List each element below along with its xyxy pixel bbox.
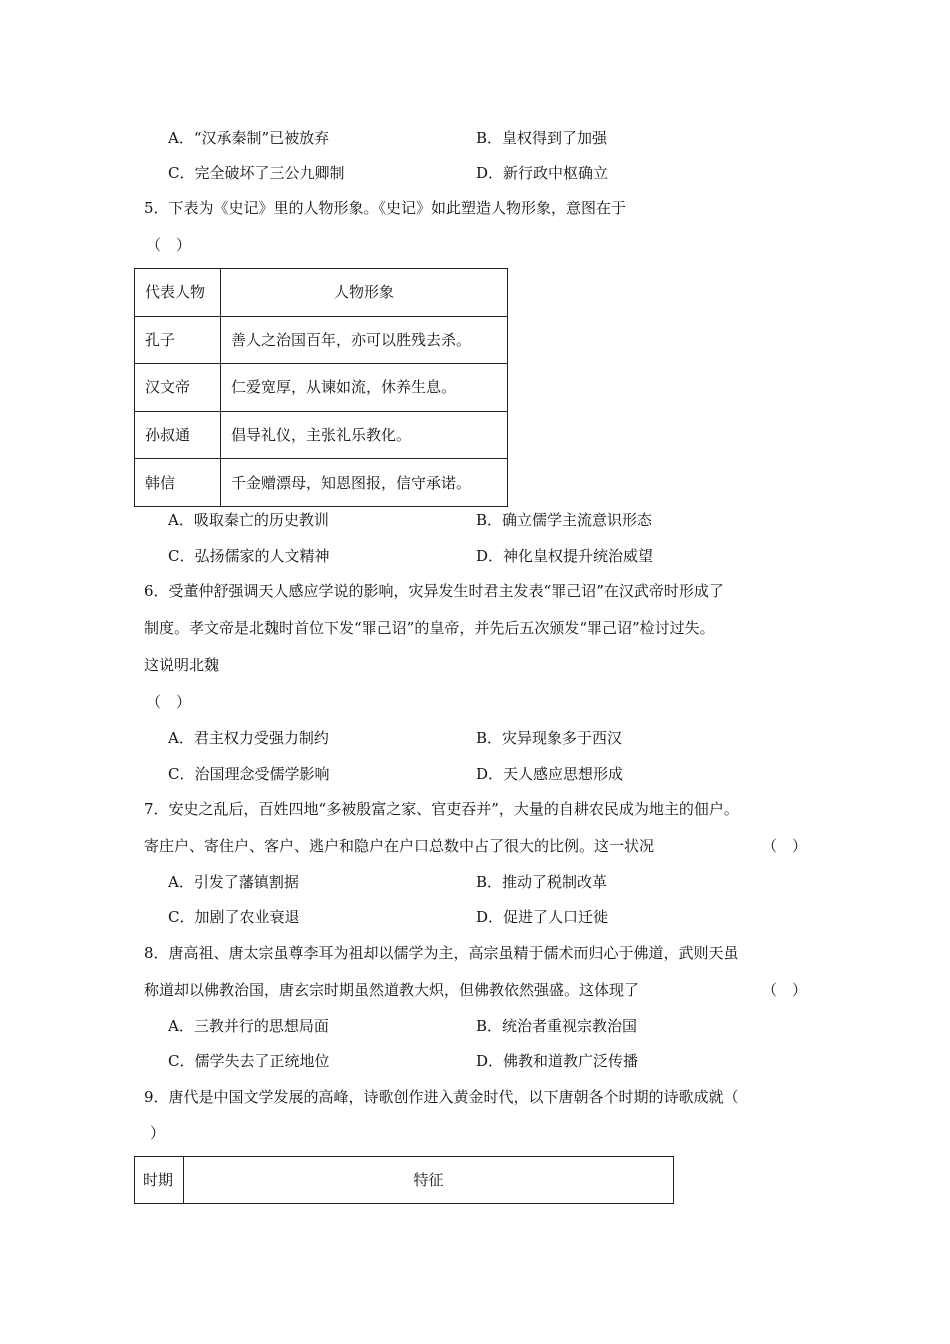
q5-option-b: B．确立儒学主流意识形态 [476, 511, 653, 529]
table-cell: 千金赠漂母，知恩图报，信守承诺。 [221, 459, 508, 507]
q6-stem-line: 制度。孝文帝是北魏时首位下发“罪己诏”的皇帝，并先后五次颁发“罪己诏”检讨过失。 [144, 619, 715, 637]
q6-stem-line: 6．受董仲舒强调天人感应学说的影响，灾异发生时君主发表“罪己诏”在汉武帝时形成了 [144, 582, 724, 600]
q7-option-d: D．促进了人口迁徙 [476, 908, 609, 926]
table-header-cell: 代表人物 [135, 269, 221, 317]
q8-option-a: A．三教并行的思想局面 [168, 1017, 329, 1035]
table-header-row [135, 1157, 674, 1204]
q8-option-c: C．儒学失去了正统地位 [168, 1052, 330, 1070]
q7-stem-line: 寄庄户、寄住户、客户、逃户和隐户在户口总数中占了很大的比例。这一状况 [144, 837, 655, 855]
q8-option-b: B．统治者重视宗教治国 [476, 1017, 638, 1035]
q5-option-c: C．弘扬儒家的人文精神 [168, 547, 330, 565]
q8-stem-line: 称道却以佛教治国，唐玄宗时期虽然道教大炽，但佛教依然强盛。这体现了 [144, 981, 640, 999]
q5-option-d: D．神化皇权提升统治威望 [476, 547, 654, 565]
q7-option-b: B．推动了税制改革 [476, 873, 608, 891]
table-cell: 仁爱宽厚，从谏如流，休养生息。 [221, 364, 508, 412]
q5-answer-paren: （ ） [146, 236, 192, 254]
q7-stem-line: 7．安史之乱后，百姓四地“多被殷富之家、官吏吞并”，大量的自耕农民成为地主的佃户。 [144, 800, 739, 818]
table-header-row [135, 269, 508, 317]
q6-option-c: C．治国理念受儒学影响 [168, 765, 330, 783]
table-header-cell: 人物形象 [221, 269, 508, 317]
table-row [135, 411, 508, 459]
q5-option-a: A．吸取秦亡的历史教训 [168, 511, 329, 529]
table-cell: 汉文帝 [135, 364, 221, 412]
q9-table [134, 1156, 674, 1204]
q5-table [134, 268, 508, 507]
table-cell: 倡导礼仪，主张礼乐教化。 [221, 411, 508, 459]
q8-option-d: D．佛教和道教广泛传播 [476, 1052, 639, 1070]
table-header-cell: 特征 [184, 1157, 674, 1204]
q4-option-b: B．皇权得到了加强 [476, 129, 608, 147]
q9-stem: 9．唐代是中国文学发展的高峰，诗歌创作进入黄金时代，以下唐朝各个时期的诗歌成就（ [144, 1088, 739, 1106]
table-cell: 韩信 [135, 459, 221, 507]
q4-option-a: A．“汉承秦制”已被放弃 [168, 129, 330, 147]
table-cell: 善人之治国百年，亦可以胜残去杀。 [221, 316, 508, 364]
q7-option-c: C．加剧了农业衰退 [168, 908, 300, 926]
q8-answer-paren: （ ） [762, 981, 808, 999]
q4-option-d: D．新行政中枢确立 [476, 164, 609, 182]
table-row [135, 364, 508, 412]
q6-stem-line: 这说明北魏 [144, 656, 220, 674]
table-cell: 孔子 [135, 316, 221, 364]
q7-answer-paren: （ ） [762, 837, 808, 855]
q7-option-a: A．引发了藩镇割据 [168, 873, 299, 891]
q8-stem-line: 8．唐高祖、唐太宗虽尊李耳为祖却以儒学为主，高宗虽精于儒术而归心于佛道，武则天虽 [144, 944, 739, 962]
q6-option-d: D．天人感应思想形成 [476, 765, 624, 783]
q5-stem: 5．下表为《史记》里的人物形象。《史记》如此塑造人物形象，意图在于 [144, 199, 627, 217]
table-row [135, 316, 508, 364]
q6-option-a: A．君主权力受强力制约 [168, 729, 329, 747]
table-cell: 孙叔通 [135, 411, 221, 459]
q6-option-b: B．灾异现象多于西汉 [476, 729, 623, 747]
q9-stem-end: ） [150, 1124, 166, 1142]
table-row [135, 459, 508, 507]
q6-answer-paren: （ ） [146, 693, 192, 711]
table-header-cell: 时期 [135, 1157, 184, 1204]
q4-option-c: C．完全破坏了三公九卿制 [168, 164, 345, 182]
